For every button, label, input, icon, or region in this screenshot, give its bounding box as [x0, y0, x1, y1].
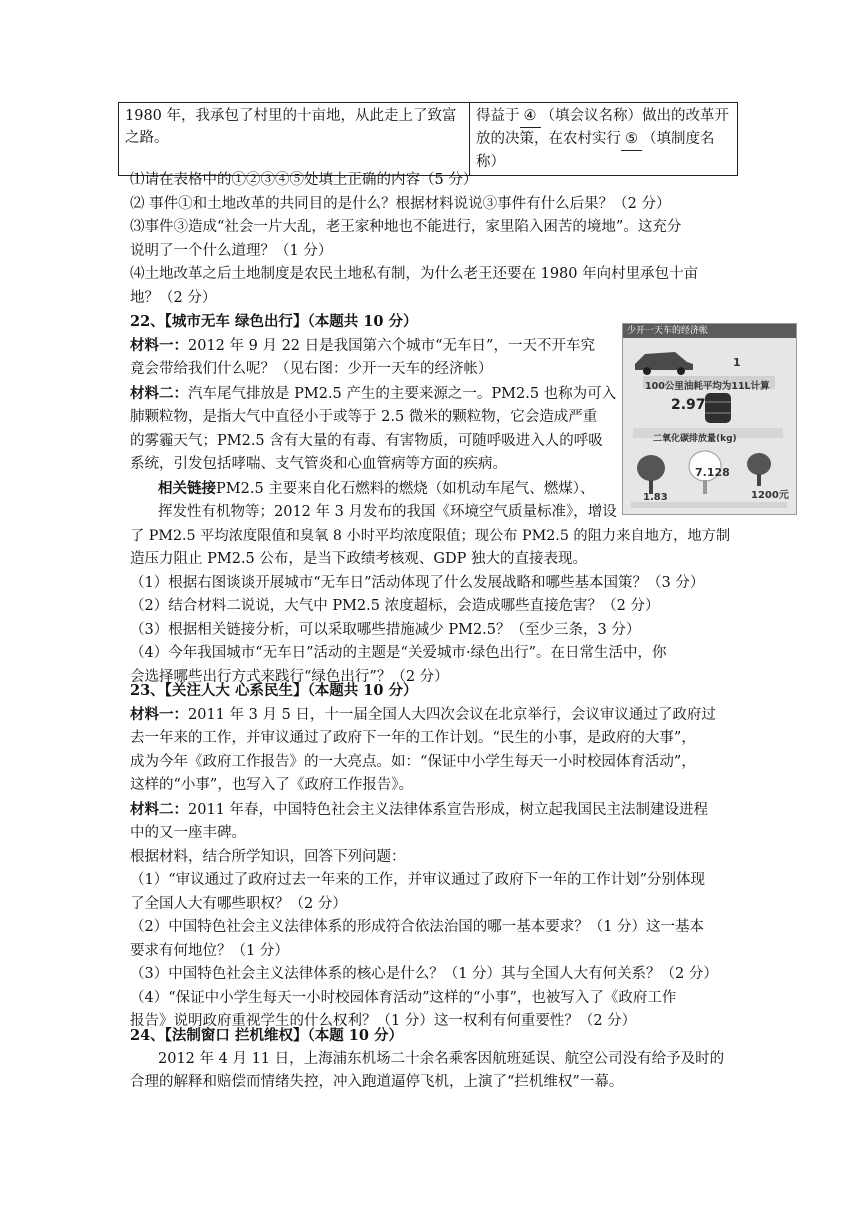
q23-question4-line2: 报告》说明政府重视学生的什么权利？（1 分）这一权利有何重要性？（2 分） [130, 1013, 637, 1029]
q22-question4-line2: 会选择哪些出行方式来践行“绿色出行”？（2 分） [130, 668, 449, 685]
blank-4[interactable]: ④ [520, 105, 541, 128]
story-text: 1980 年，我承包了村里的十亩地，从此走上了致富之路。 [125, 108, 457, 146]
fill-text-b: （填会议名称）做出的改革开放的决策，在农村实行 [476, 108, 729, 147]
q22-material1-line2: 竟会带给我们什么呢？（见右图：少开一天车的经济帐） [130, 361, 493, 377]
q22-question2: （2）结合材料二说说，大气中 PM2.5 浓度超标，会造成哪些直接危害？（2 分） [130, 598, 660, 614]
infographic-co2-caption: 二氧化碳排放量(kg) [653, 434, 737, 444]
q22-question1: （1）根据右图谈谈开展城市“无车日”活动体现了什么发展战略和哪些基本国策？（3 分） [130, 574, 705, 591]
q22-link-line2: 挥发性有机物等；2012 年 3 月发布的我国《环境空气质量标准》，增设 [158, 504, 617, 520]
fill-text-c: （填制度名称） [476, 131, 715, 170]
table-row [119, 103, 738, 176]
q24-paragraph-line1: 2012 年 4 月 11 日，上海浦东机场二十余名乘客因航班延误、航空公司没有给予及时的 [158, 1050, 725, 1067]
q23-material1-line4: 这样的“小事”，也写入了《政府工作报告》。 [130, 777, 414, 793]
q22-link-line1: PM2.5 主要来自化石燃料的燃烧（如机动车尾气、燃煤）、 [216, 480, 595, 497]
infographic-fuel-value: 2.97 [671, 397, 706, 413]
infographic-money-value: 1200元 [751, 490, 789, 501]
infographic-fuel-caption: 100公里油耗平均为11L计算 [645, 381, 770, 392]
q23-material2-line1: 2011 年春，中国特色社会主义法律体系宣告形成，树立起我国民主法制建设进程 [188, 801, 709, 818]
q23-material2-label: 材料二： [130, 800, 188, 818]
q23-material1-line3: 成为今年《政府工作报告》的一大亮点。如：“保证中小学生每天一小时校园体育活动”， [130, 753, 696, 770]
q22-question3: （3）根据相关链接分析，可以采取哪些措施减少 PM2.5？（至少三条，3 分） [130, 621, 641, 638]
infographic-title: 少开一天车的经济帐 [623, 324, 796, 338]
question-21-subparts [130, 169, 735, 310]
economy-infographic [622, 323, 797, 515]
q22-material2-line4: 系统，引发包括哮喘、支气管炎和心血管病等方面的疾病。 [130, 456, 507, 472]
infographic-co2-value: 7.128 [695, 466, 730, 479]
q21-part3-line2: 说明了一个什么道理？（1 分） [130, 242, 333, 259]
question-24 [130, 1024, 735, 1095]
blank-5[interactable]: ⑤ [621, 128, 642, 151]
q21-part3-line1: ⑶事件③造成“社会一片大乱，老王家种地也不能进行，家里陷入困苦的境地”。这充分 [130, 219, 682, 235]
q23-heading: 23、【关注人大 心系民生】（本题共 10 分） [130, 682, 418, 699]
q21-part4-line1: ⑷土地改革之后土地制度是农民土地私有制，为什么老王还要在 1980 年向村里承包十亩 [130, 266, 699, 282]
infographic-number-1: 1 [733, 356, 741, 369]
tree-icon [637, 455, 665, 481]
q24-heading: 24、【法制窗口 拦机维权】（本题 10 分） [130, 1027, 403, 1044]
q23-question1-line2: 了全国人大有哪些职权？（2 分） [130, 895, 347, 912]
q22-material2-label: 材料二： [130, 384, 188, 402]
question-23 [130, 679, 735, 1034]
q23-question3: （3）中国特色社会主义法律体系的核心是什么？（1 分）其与全国人大有何关系？（2 分） [130, 966, 718, 982]
fill-text-a: 得益于 [476, 108, 520, 124]
q22-question4-line1: （4）今年我国城市“无车日”活动的主题是“关爱城市·绿色出行”。在日常生活中，你 [130, 645, 667, 661]
q24-paragraph-line2: 合理的解释和赔偿而情绪失控，冲入跑道逼停飞机，上演了“拦机维权”一幕。 [130, 1074, 624, 1090]
q22-link-line3: 了 PM2.5 平均浓度限值和臭氧 8 小时平均浓度限值；现公布 PM2.5 的阻力来自地方，地方制 [130, 527, 731, 544]
q23-question1-line1: （1）“审议通过了政府过去一年来的工作，并审议通过了政府下一年的工作计划”分别体现 [130, 872, 706, 888]
q22-heading: 22、【城市无车 绿色出行】（本题共 10 分） [130, 313, 418, 330]
q23-material2-line2: 中的又一座丰碑。 [130, 825, 246, 841]
q21-part1: ⑴请在表格中的①②③④⑤处填上正确的内容（5 分） [130, 172, 478, 188]
q23-question2-line1: （2）中国特色社会主义法律体系的形成符合依法治国的哪一基本要求？（1 分）这一基本 [130, 919, 705, 935]
q23-material1-label: 材料一： [130, 705, 188, 723]
q23-intro: 根据材料，结合所学知识，回答下列问题： [130, 848, 406, 865]
infographic-tree-value: 1.83 [643, 492, 668, 503]
q23-material1-line2: 去一年来的工作，并审议通过了政府下一年的工作计划。“民生的小事，是政府的大事”， [130, 730, 696, 746]
table-cell-story [119, 103, 470, 176]
q22-material2-line2: 肺颗粒物，是指大气中直径小于或等于 2.5 微米的颗粒物，它会造成严重 [130, 409, 598, 425]
q22-link-label: 相关链接 [158, 479, 216, 497]
q21-part2: ⑵ 事件①和土地改革的共同目的是什么？根据材料说说③事件有什么后果？（2 分） [130, 195, 671, 212]
q22-link-line4: 造压力阻止 PM2.5 公布，是当下政绩考核观、GDP 独大的直接表现。 [130, 551, 587, 567]
q23-question2-line2: 要求有何地位？（1 分） [130, 942, 289, 959]
q23-question4-line1: （4）“保证中小学生每天一小时校园体育活动”这样的“小事”，也被写入了《政府工作 [130, 989, 677, 1006]
q22-material2-line1: 汽车尾气排放是 PM2.5 产生的主要来源之一。PM2.5 也称为可入 [188, 385, 617, 402]
table-cell-fill [470, 103, 738, 176]
q22-material1-label: 材料一： [130, 336, 188, 354]
q22-material1-line1: 2012 年 9 月 22 日是我国第六个城市“无车日”，一天不开车究 [188, 337, 595, 354]
answer-table [118, 102, 738, 176]
q21-part4-line2: 地？（2 分） [130, 289, 217, 306]
q22-material2-line3: 的雾霾天气；PM2.5 含有大量的有毒、有害物质，可随呼吸进入人的呼吸 [130, 432, 603, 449]
q23-material1-line1: 2011 年 3 月 5 日，十一届全国人大四次会议在北京举行，会议审议通过了政府过 [188, 706, 716, 723]
